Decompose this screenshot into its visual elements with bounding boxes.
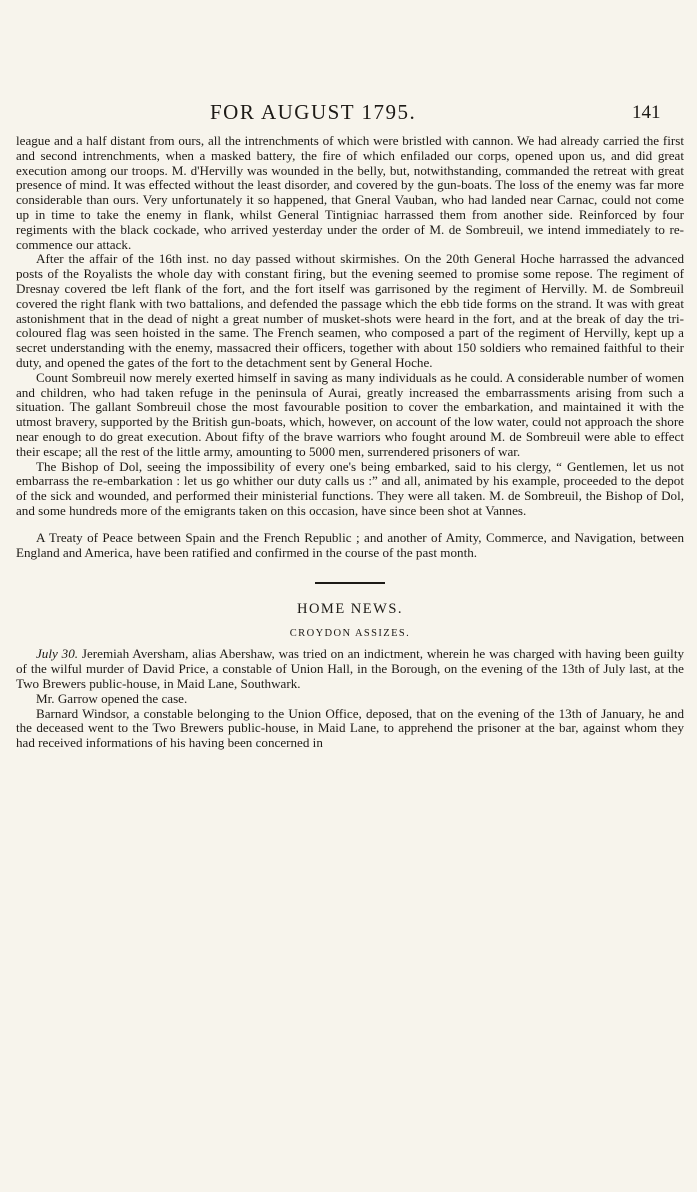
paragraph-text: Jeremiah Aversham, alias Abershaw, was tried on an indictment, wherein he was charged with having been guilty of the wilful murder of David Price, a constable of Union Hall, in the Borough, on the evening of the 13th of July last, at the Two Brewers public-house, in Maid Lane, Southwark. — [16, 646, 684, 691]
section-title: HOME NEWS. — [296, 600, 404, 617]
paragraph: Mr. Garrow opened the case. — [36, 690, 188, 706]
paragraph: league and a half distant from ours, all the intrenchments of which were bristled with cannon. We had already carried the first and second intrenchments, when a masked battery, the fire of which enfiladed our corps, opened upon us, and did great execution among our troops. M. d'Hervilly was wounded in the belly, but, notwithstanding, commanded the retreat with great presence of mind. It was effected without the least disorder, and covered by the gun-boats. The loss of the enemy was far more considerable than ours. Very unfortunately it so happened, that Gneral Vauban, who had landed near Carnac, could not come up in time to take the enemy in flank, whilst General Tintigniac harrassed them from another side. Reinforced by four regiments with the black cockade, who arrived yesterday under the order of M. de Sombreuil, we intend immediately to re-commence our attack. — [16, 133, 684, 252]
paragraph — [16, 647, 684, 691]
section-subtitle: CROYDON ASSIZES. — [289, 627, 411, 639]
paragraph: The Bishop of Dol, seeing the impossibility of every one's being embarked, said to his clergy, “ Gentlemen, let us not embarrass the re-embarkation : let us go whither our duty calls us :” and all, animated by his example, proceeded to the depot of the sick and wounded, and performed their ministerial functions. They were all taken. M. de Sombreuil, the Bishop of Dol, and some hundreds more of the emigrants taken on this occasion, have since been shot at Vannes. — [16, 458, 684, 518]
paragraph: Count Sombreuil now merely exerted himself in saving as many individuals as he could. A considerable number of women and children, who had taken refuge in the peninsula of Aurai, greatly increased the embarrassments arising from such a situation. The gallant Sombreuil chose the most favourable position to cover the embarkation, and maintained it with the utmost bravery, supported by the British gun-boats, which, however, on account of the low water, could not approach the shore near enough to do great execution. About fifty of the brave warriors who fought around M. de Sombreuil were able to effect their escape; all the rest of the little army, amounting to 5000 men, surrendered prisoners of war. — [16, 369, 684, 459]
section-divider — [315, 582, 385, 584]
running-title: FOR AUGUST 1795. — [210, 100, 417, 124]
entry-date: July 30. — [36, 646, 79, 662]
paragraph: After the affair of the 16th inst. no day passed without skirmishes. On the 20th General Hoche harrassed the advanced posts of the Royalists the whole day with constant firing, but the evening seemed to promise some repose. The regiment of Dresnay covered tbe left flank of the fort, and the fort itself was garrisoned by the regiment of Hervilly. M. de Sombreuil covered the right flank with two battalions, and defended the passage which the ebb tide forms on the strand. It was with great astonishment that in the dead of night a great number of musket-shots were heard in the fort, and at the break of day the tri-coloured flag was seen hoisted in the same. The French seamen, who composed a part of the regiment of Hervilly, kept up a secret understanding with the enemy, massacred their officers, together with about 150 soldiers who remained faithful to their duty, and opened the gates of the fort to the detachment sent by General Hoche. — [16, 251, 684, 370]
paragraph: Barnard Windsor, a constable belonging to the Union Office, deposed, that on the evening of the 13th of January, he and the deceased went to the Two Brewers public-house, in Maid Lane, to apprehend the prisoner at the bar, against whom they had received informations of his having been concerned in — [16, 705, 684, 751]
body-text — [16, 134, 684, 751]
paragraph: A Treaty of Peace between Spain and the French Republic ; and another of Amity, Commerce, and Navigation, between England and America, have been ratified and confirmed in the course of the past month. — [16, 529, 684, 560]
page-header — [0, 96, 697, 126]
page-number: 141 — [632, 102, 661, 123]
